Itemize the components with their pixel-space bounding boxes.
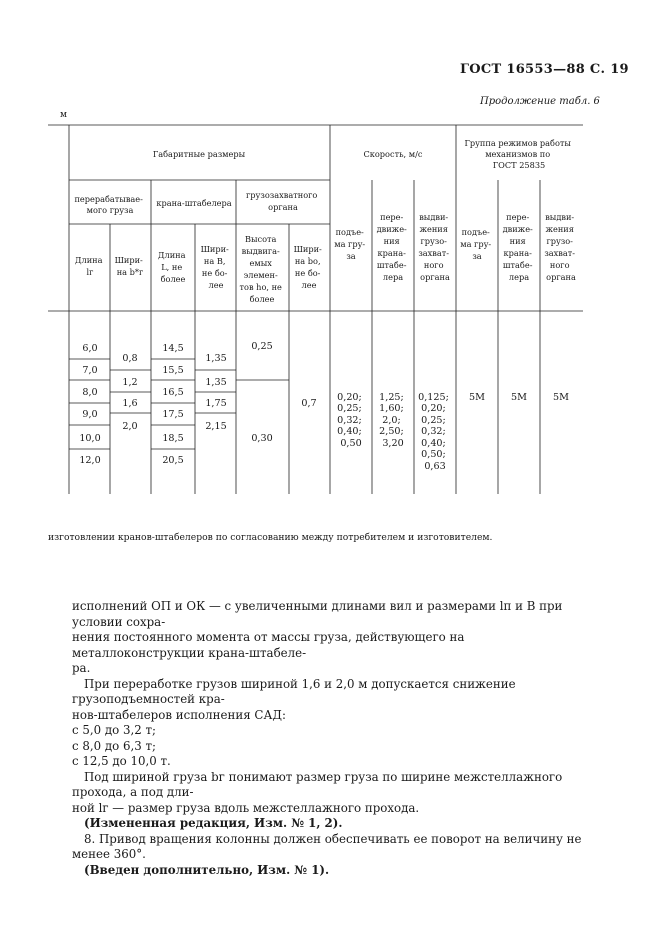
cell-crane-length: 18,5 xyxy=(162,433,184,444)
cell-mode-extend: 5М xyxy=(553,392,569,403)
paragraph-line: исполнений ОП и ОК — с увеличенными длинами вил и размерами lп и В при условии сохра- xyxy=(72,599,563,629)
cell-grip-height: 0,25 xyxy=(251,341,273,352)
cell-crane-length: 16,5 xyxy=(162,387,184,398)
cell-speed-lift: 0,20; 0,25; 0,32; 0,40; 0,50 xyxy=(337,392,362,449)
paragraph-line: При переработке грузов шириной 1,6 и 2,0 м допускается снижение грузоподъемностей кра- xyxy=(72,676,516,706)
cell-grip-width: 0,7 xyxy=(301,398,317,409)
paragraph-line: 8. Привод вращения колонны должен обеспечивать ее поворот на величину не менее 360°. xyxy=(72,831,582,861)
amendment-note: (Введен дополнительно, Изм. № 1). xyxy=(84,862,330,877)
paragraph-line: ной lг — размер груза вдоль межстеллажного прохода. xyxy=(72,800,420,815)
cell-cargo-length: 10,0 xyxy=(79,433,101,444)
paragraph-line: с 8,0 до 6,3 т; xyxy=(72,738,156,753)
cell-cargo-length: 9,0 xyxy=(82,409,98,420)
header-cargo: перерабатывае- мого груза xyxy=(74,194,143,215)
col-crane-width: Шири- на B, не бо- лее xyxy=(200,244,229,290)
cell-cargo-length: 8,0 xyxy=(82,387,98,398)
cell-cargo-length: 12,0 xyxy=(79,455,101,466)
col-speed-extend: выдви- жения грузо- захват- ного органа xyxy=(418,212,450,282)
header-dims: Габаритные размеры xyxy=(152,149,246,159)
col-speed-lift: подъе- ма гру- за xyxy=(334,227,366,261)
cell-crane-width: 1,35 xyxy=(205,353,227,364)
cell-mode-lift: 5М xyxy=(469,392,485,403)
cell-cargo-width: 0,8 xyxy=(122,353,138,364)
cell-crane-width: 1,75 xyxy=(205,398,227,409)
header-modes: Группа режимов работы механизмов по ГОСТ 25835 xyxy=(464,138,571,170)
cell-crane-width: 1,35 xyxy=(205,377,227,388)
cell-crane-length: 20,5 xyxy=(162,455,184,466)
cell-cargo-width: 2,0 xyxy=(122,421,138,432)
cell-speed-travel: 1,25; 1,60; 2,0; 2,50; 3,20 xyxy=(379,392,404,449)
cell-mode-travel: 5М xyxy=(511,392,527,403)
header-grip: грузозахватного органа xyxy=(246,190,318,212)
col-cargo-width: Шири- на b*г xyxy=(114,255,144,277)
cell-cargo-width: 1,2 xyxy=(122,377,138,388)
page-header: ГОСТ 16553—88 С. 19 xyxy=(460,62,629,77)
paragraph-line: нения постоянного момента от массы груза, действующего на металлоконструкции крана-штабеле- xyxy=(72,630,465,660)
paragraph-line: нов-штабелеров исполнения САД: xyxy=(72,707,286,722)
table-footnote: изготовлении кранов-штабелеров по согласованию между потребителем и изготовителем. xyxy=(48,532,493,543)
paragraph-line: с 12,5 до 10,0 т. xyxy=(72,754,171,768)
col-mode-travel: пере- движе- ния крана- штабе- лера xyxy=(502,212,533,282)
col-speed-travel: пере- движе- ния крана- штабе- лера xyxy=(376,212,407,282)
paragraph-line: Под шириной груза bг понимают размер груза по ширине межстеллажного прохода, а под дли- xyxy=(72,769,563,799)
amendment-note: (Измененная редакция, Изм. № 1, 2). xyxy=(84,816,343,830)
header-crane: крана-штабелера xyxy=(156,198,232,208)
header-speed: Скорость, м/с xyxy=(363,149,423,159)
cell-cargo-length: 7,0 xyxy=(82,365,98,376)
col-mode-extend: выдви- жения грузо- захват- ного органа xyxy=(544,212,576,282)
cell-crane-length: 14,5 xyxy=(162,343,184,354)
unit-label: м xyxy=(60,110,68,120)
col-cargo-length: Длина lг xyxy=(74,255,103,277)
cell-cargo-width: 1,6 xyxy=(122,398,138,409)
col-mode-lift: подъе- ма гру- за xyxy=(460,227,492,261)
col-grip-height: Высота выдвига- емых элемен- тов hо, не более xyxy=(239,234,282,304)
body-text xyxy=(72,599,590,878)
table-continuation: Продолжение табл. 6 xyxy=(480,96,600,107)
cell-crane-length: 17,5 xyxy=(162,409,184,420)
cell-speed-extend: 0,125; 0,20; 0,25; 0,32; 0,40; 0,50; 0,63 xyxy=(418,392,449,472)
cell-cargo-length: 6,0 xyxy=(82,343,98,354)
paragraph-line: с 5,0 до 3,2 т; xyxy=(72,723,156,737)
cell-crane-length: 15,5 xyxy=(162,365,184,376)
col-grip-width: Шири- на bо, не бо- лее xyxy=(293,244,322,290)
col-crane-length: Длина L, не более xyxy=(157,250,186,284)
cell-crane-width: 2,15 xyxy=(205,421,227,432)
table-grid xyxy=(48,125,583,494)
cell-grip-height: 0,30 xyxy=(251,433,273,444)
paragraph-line: ра. xyxy=(72,661,91,675)
